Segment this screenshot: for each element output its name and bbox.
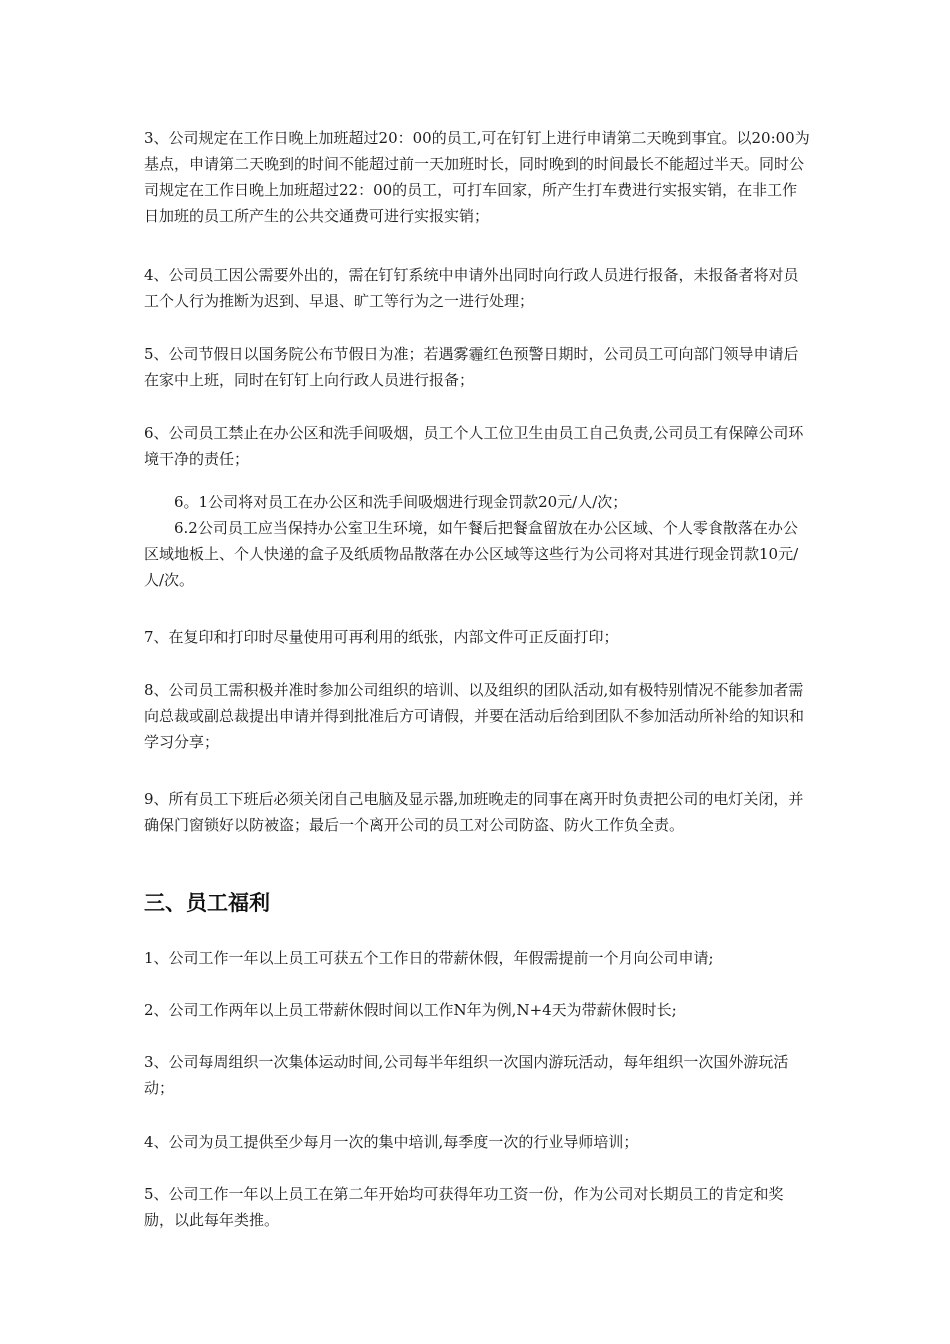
rule-item-9 <box>144 786 810 838</box>
paragraph: 8、公司员工需积极并准时参加公司组织的培训、以及组织的团队活动,如有极特别情况不能参加者需向总裁或副总裁提出申请并得到批准后方可请假，并要在活动后给到团队不参加活动所补给的知识和学习分享； <box>144 681 805 751</box>
benefit-item-2 <box>144 997 810 1023</box>
sub-item-6-2: 6.2公司员工应当保持办公室卫生环境，如午餐后把餐盒留放在办公区域、个人零食散落在办公区域地板上、个人快递的盒子及纸质物品散落在办公区域等这些行为公司将对其进行现金罚款10元/人/次。 <box>144 519 799 589</box>
section-heading-benefits: 三、员工福利 <box>144 891 270 915</box>
paragraph: 2、公司工作两年以上员工带薪休假时间以工作N年为例,N+4天为带薪休假时长; <box>144 1001 677 1019</box>
rule-item-5 <box>144 341 810 393</box>
rule-item-6 <box>144 420 810 472</box>
rule-item-4 <box>144 262 810 314</box>
paragraph: 4、公司为员工提供至少每月一次的集中培训,每季度一次的行业导师培训； <box>144 1133 639 1151</box>
rule-item-3 <box>144 125 810 229</box>
paragraph: 3、公司规定在工作日晚上加班超过20：00的员工,可在钉钉上进行申请第二天晚到事宜。以20:00为基点，申请第二天晚到的时间不能超过前一天加班时长，同时晚到的时间最长不能超过半天。同时公司规定在工作日晚上加班超过22：00的员工，可打车回家，所产生打车费进行实报实销，在非工作日加班的员工所产生的公共交通费可进行实报实销； <box>144 129 810 225</box>
paragraph: 1、公司工作一年以上员工可获五个工作日的带薪休假，年假需提前一个月向公司申请; <box>144 949 714 967</box>
benefit-item-4 <box>144 1129 810 1155</box>
paragraph: 9、所有员工下班后必须关闭自己电脑及显示器,加班晚走的同事在离开时负责把公司的电灯关闭，并确保门窗锁好以防被盗；最后一个离开公司的员工对公司防盗、防火工作负全责。 <box>144 790 804 834</box>
paragraph: 3、公司每周组织一次集体运动时间,公司每半年组织一次国内游玩活动，每年组织一次国外游玩活动； <box>144 1053 789 1097</box>
rule-item-8 <box>144 677 810 755</box>
paragraph: 6、公司员工禁止在办公区和洗手间吸烟，员工个人工位卫生由员工自己负责,公司员工有保障公司环境干净的责任； <box>144 424 804 468</box>
rule-item-6-subitems <box>144 489 810 593</box>
benefit-item-3 <box>144 1049 810 1101</box>
paragraph: 5、公司工作一年以上员工在第二年开始均可获得年功工资一份，作为公司对长期员工的肯定和奖励，以此每年类推。 <box>144 1185 784 1229</box>
sub-item-6-1: 6。1公司将对员工在办公区和洗手间吸烟进行现金罚款20元/人/次； <box>174 493 628 511</box>
rule-item-7 <box>144 624 810 650</box>
benefit-item-1 <box>144 945 810 971</box>
paragraph: 4、公司员工因公需要外出的，需在钉钉系统中申请外出同时向行政人员进行报备，未报备者将对员工个人行为推断为迟到、早退、旷工等行为之一进行处理； <box>144 266 799 310</box>
paragraph: 5、公司节假日以国务院公布节假日为准；若遇雾霾红色预警日期时，公司员工可向部门领导申请后在家中上班，同时在钉钉上向行政人员进行报备； <box>144 345 799 389</box>
paragraph: 7、在复印和打印时尽量使用可再利用的纸张，内部文件可正反面打印； <box>144 628 619 646</box>
benefit-item-5 <box>144 1181 810 1233</box>
